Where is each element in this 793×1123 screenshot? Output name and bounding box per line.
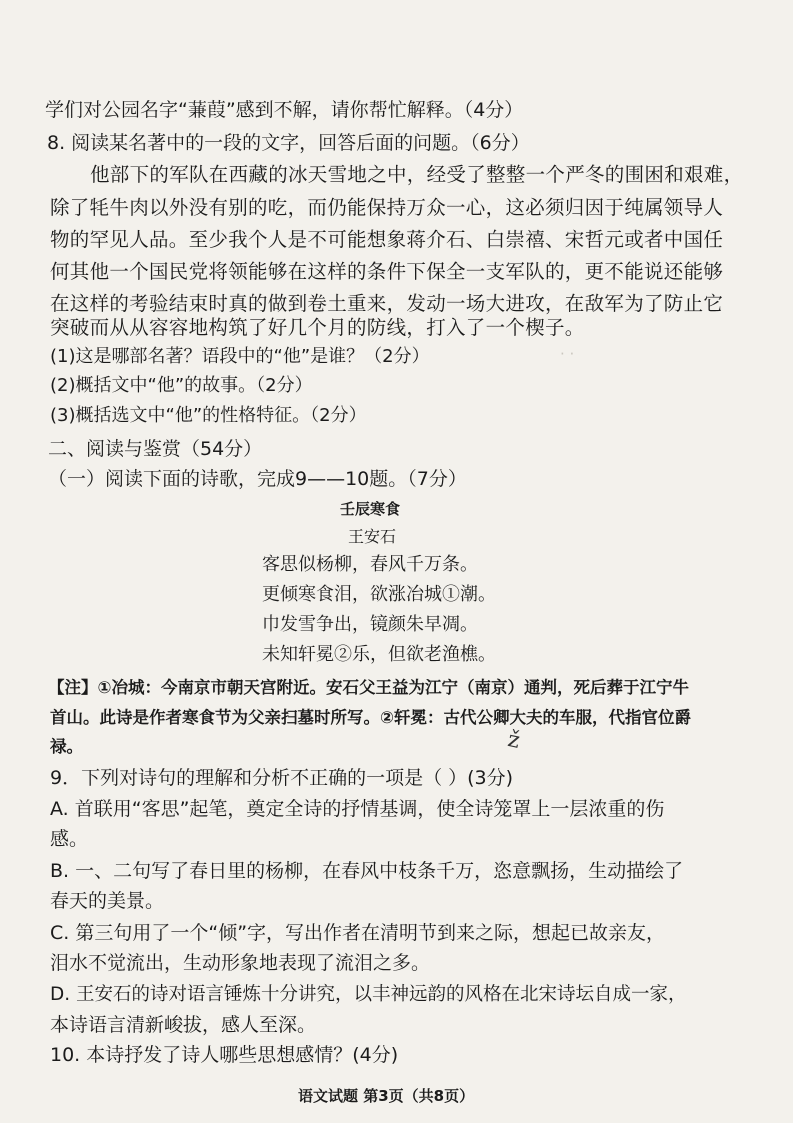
poem-verse-4: 未知轩冕②乐，但欲老渔樵。 xyxy=(262,644,496,665)
option-c-line-1: C. 第三句用了一个“倾”字，写出作者在清明节到来之际，想起已故亲友， xyxy=(50,922,666,944)
passage-line-1: 他部下的军队在西藏的冰天雪地之中，经受了整整一个严冬的围困和艰难， xyxy=(90,163,744,186)
bleed-through-mark: · · xyxy=(560,345,575,363)
subquestion-1: (1)这是哪部名著？语段中的“他”是谁？（2分） xyxy=(50,346,430,367)
passage-line-3: 物的罕见人品。至少我个人是不可能想象蒋介石、白崇禧、宋哲元或者中国任 xyxy=(50,228,724,251)
subquestion-2: (2)概括文中“他”的故事。（2分） xyxy=(50,375,313,396)
option-d-line-1: D. 王安石的诗对语言锤炼十分讲究，以丰神远韵的风格在北宋诗坛自成一家， xyxy=(50,984,687,1005)
page-footer: 语文试题 第3页（共8页） xyxy=(298,1087,475,1105)
passage-line-5: 在这样的考验结束时真的做到卷土重来，发动一场大进攻，在敌军为了防止它 xyxy=(50,292,724,315)
poem-note-line-3: 禄。 xyxy=(50,737,83,756)
option-b-line-2: 春天的美景。 xyxy=(50,890,165,912)
option-c-line-2: 泪水不觉流出，生动形象地表现了流泪之多。 xyxy=(50,952,431,974)
question-10: 10. 本诗抒发了诗人哪些思想感情？(4分) xyxy=(50,1044,399,1066)
question-9: 9．下列对诗句的理解和分析不正确的一项是（ ）(3分) xyxy=(50,767,514,789)
option-a-line-2: 感。 xyxy=(50,828,89,850)
option-b-line-1: B. 一、二句写了春日里的杨柳，在春风中枝条千万，恣意飘扬，生动描绘了 xyxy=(50,860,684,882)
poem-verse-1: 客思似杨柳，春风千万条。 xyxy=(262,554,478,575)
poem-verse-2: 更倾寒食泪，欲涨冶城①潮。 xyxy=(262,584,496,605)
q7-tail-line: 学们对公园名字“蒹葭”感到不解，请你帮忙解释。（4分） xyxy=(45,99,524,121)
passage-line-6: 突破而从从容容地构筑了好几个月的防线，打入了一个楔子。 xyxy=(50,316,585,339)
pen-mark-icon: ž xyxy=(505,727,523,754)
poem-title: 壬辰寒食 xyxy=(340,500,401,518)
poem-verse-3: 巾发雪争出，镜颜朱早凋。 xyxy=(262,614,478,635)
passage-line-4: 何其他一个国民党将领能够在这样的条件下保全一支军队的，更不能说还能够 xyxy=(50,260,724,283)
subquestion-3: (3)概括选文中“他”的性格特征。（2分） xyxy=(50,405,367,426)
question-8-title: 8. 阅读某名著中的一段的文字，回答后面的问题。（6分） xyxy=(47,132,530,154)
option-a-line-1: A. 首联用“客思”起笔，奠定全诗的抒情基调，使全诗笼罩上一层浓重的伤 xyxy=(50,798,665,820)
passage-line-2: 除了牦牛肉以外没有别的吃，而仍能保持万众一心，这必须归因于纯属领导人 xyxy=(50,196,724,219)
poem-note-line-2: 首山。此诗是作者寒食节为父亲扫墓时所写。②轩冕：古代公卿大夫的车服，代指官位爵 xyxy=(50,708,691,727)
section-2-heading: 二、阅读与鉴赏（54分） xyxy=(48,438,263,460)
option-d-line-2: 本诗语言清新峻拔，感人至深。 xyxy=(50,1014,317,1036)
poem-author: 王安石 xyxy=(348,527,397,546)
poem-note-line-1: 【注】①冶城：今南京市朝天宫附近。安石父王益为江宁（南京）通判，死后葬于江宁牛 xyxy=(48,678,689,697)
subsection-1-heading: （一）阅读下面的诗歌，完成9——10题。（7分） xyxy=(48,468,467,490)
